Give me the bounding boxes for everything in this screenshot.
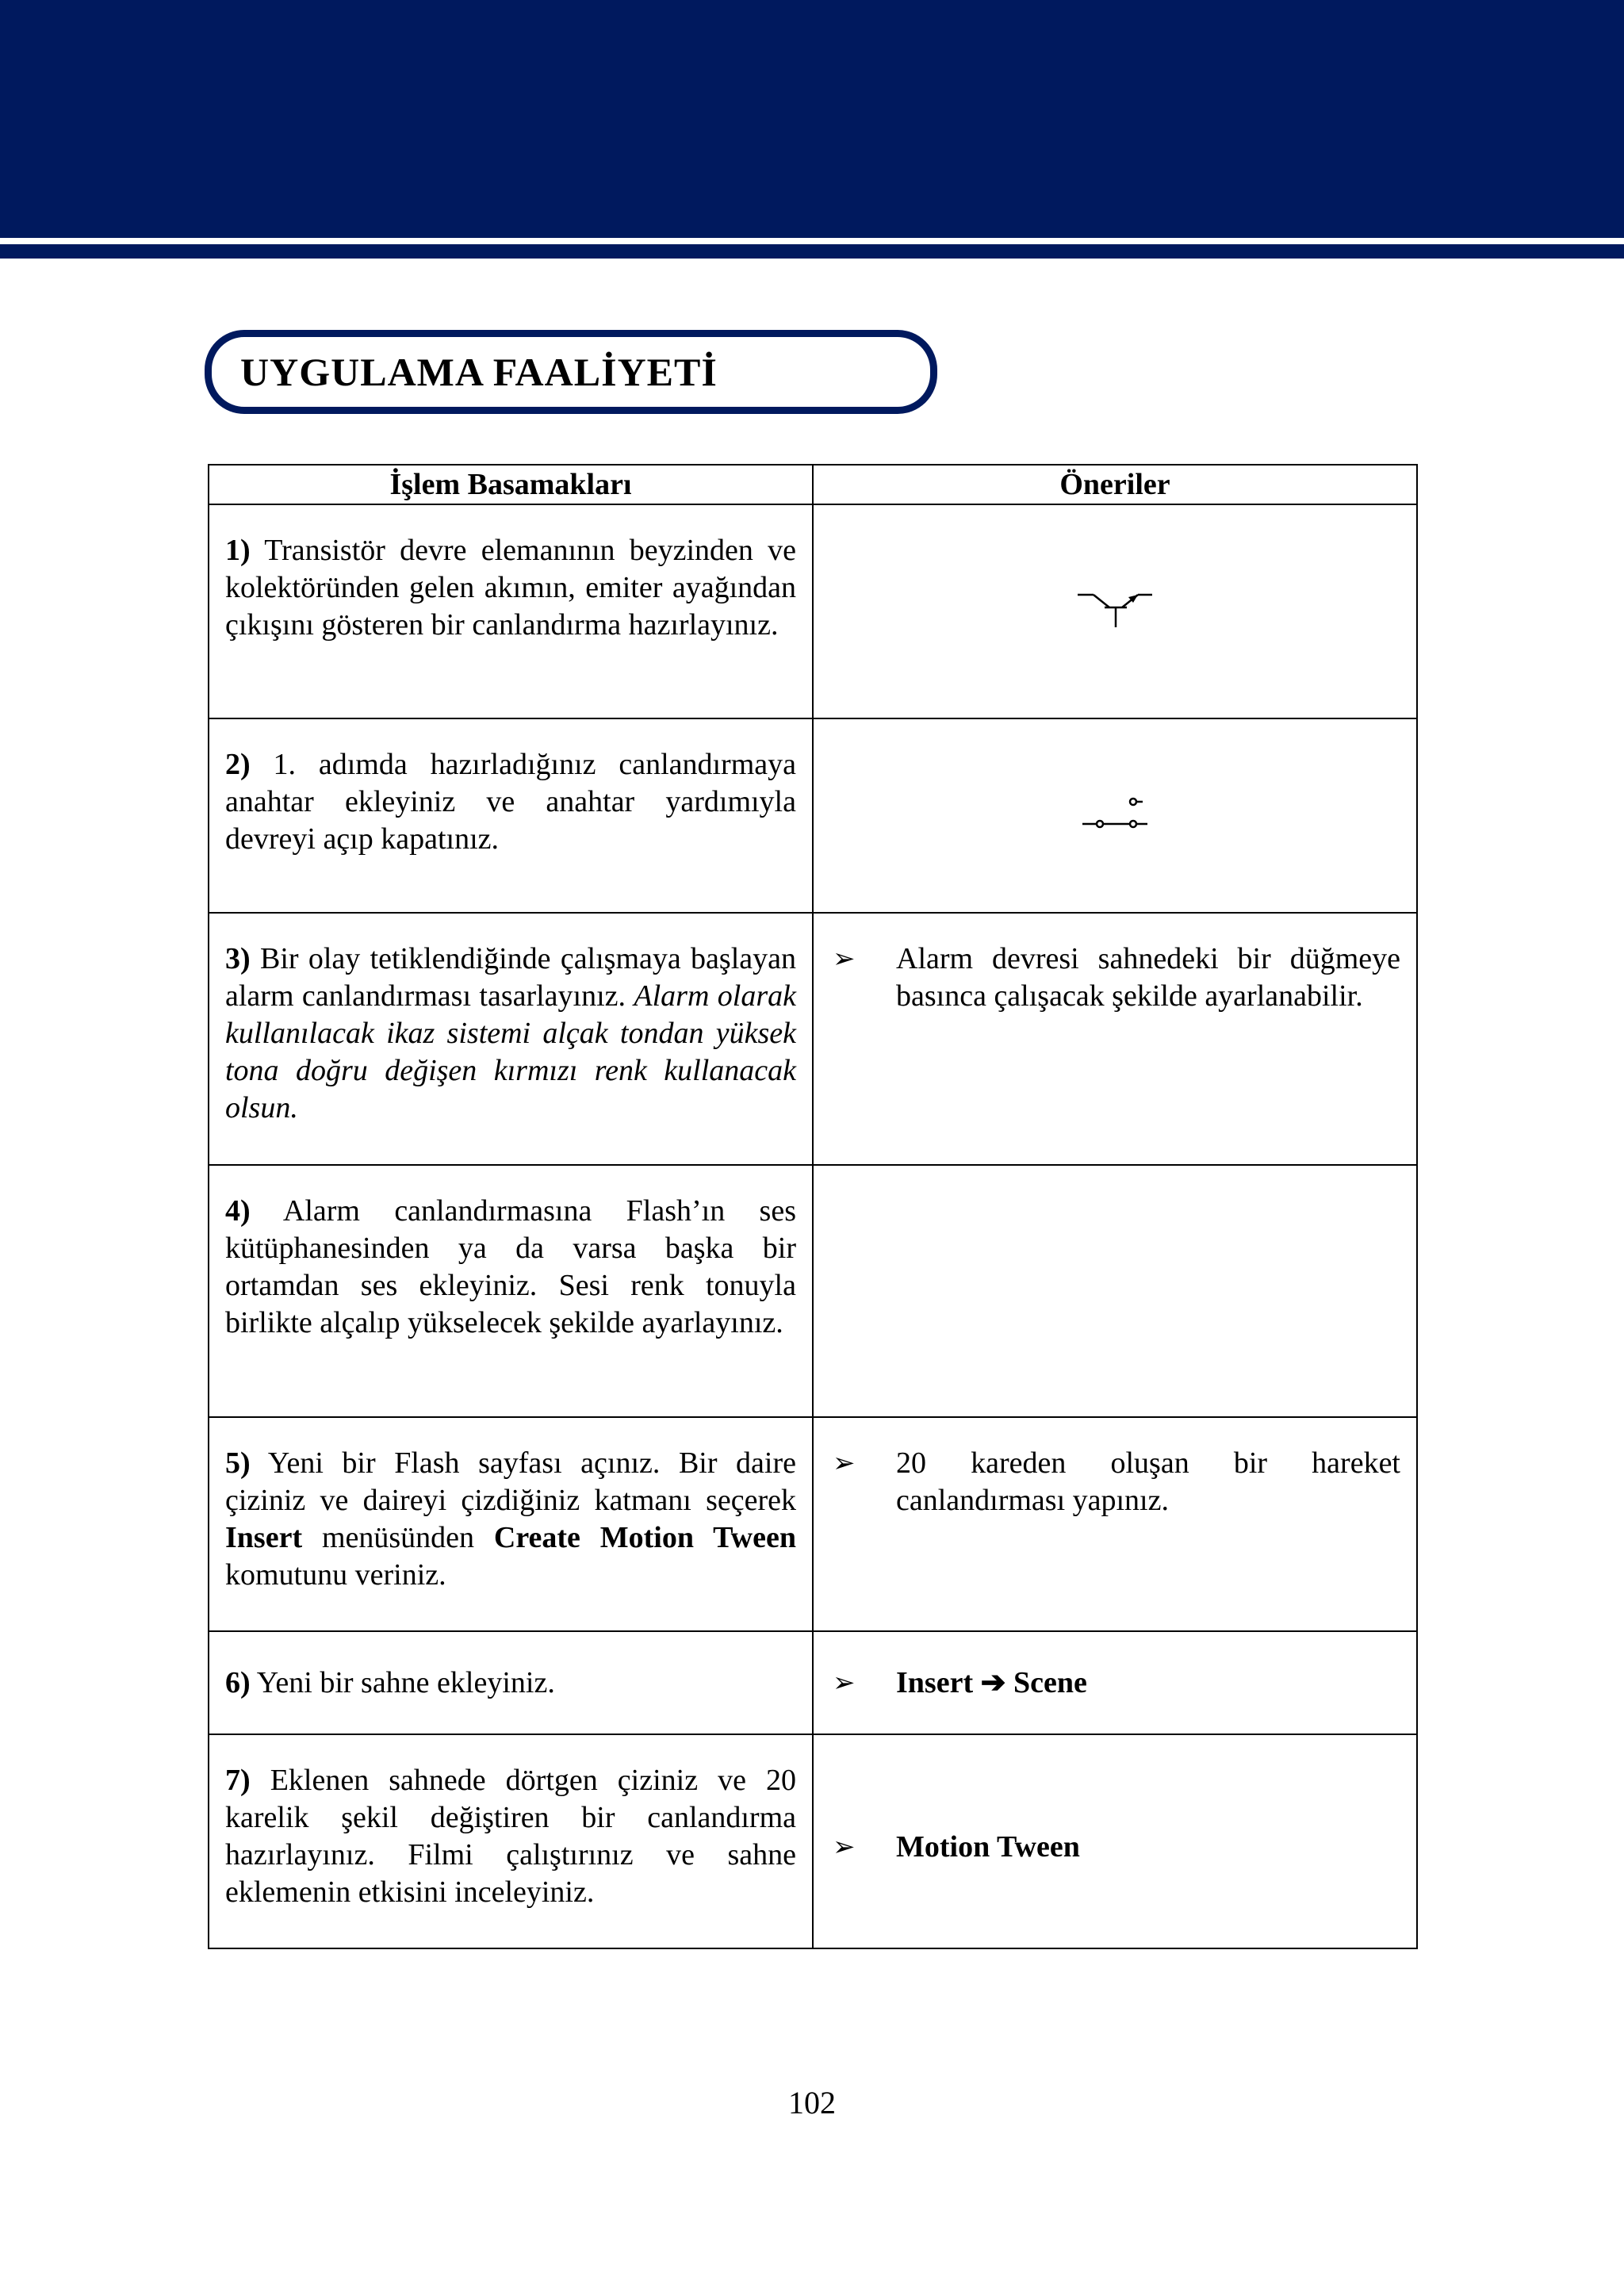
header-divider-blue [0,244,1624,259]
step-text: Transistör devre elemanının beyzinden ve kolektöründen gelen akımın, emiter ayağından çıkışını gösteren bir canlandırma hazırlayınız. [225,534,796,642]
step-number: 2) [225,748,251,781]
suggestion-text: Motion Tween [896,1829,1080,1864]
step-cell [209,1734,813,1948]
table-header-row [209,465,1417,504]
arrow-bullet-icon: ➢ [833,1832,856,1862]
step-text: Eklenen sahnede dörtgen çiziniz ve 20 karelik şekil değiştiren bir canlandırma hazırlayınız. Filmi çalıştırınız ve sahne eklemenin etkisini inceleyiniz. [225,1764,797,1909]
step-number: 6) [225,1665,251,1699]
step-cell [209,1165,813,1417]
table-row [209,1417,1417,1631]
step-number: 3) [225,942,251,975]
step-text: komutunu veriniz. [225,1558,446,1592]
table-row [209,504,1417,718]
header-oneriler: Öneriler [813,465,1417,504]
header-divider-white [0,238,1624,244]
suggestion-cell [813,913,1417,1165]
suggestion-text: 20 kareden oluşan bir hareket canlandırması yapınız. [896,1446,1400,1517]
section-title-text: UYGULAMA FAALİYETİ [240,350,718,394]
suggestion-insert: Insert [896,1665,974,1699]
step-cell [209,1631,813,1734]
suggestion-cell [813,1165,1417,1417]
right-arrow-icon: ➔ [980,1665,1006,1699]
suggestion-scene: Scene [1013,1665,1087,1699]
step-cell [209,504,813,718]
table-row [209,1631,1417,1734]
step-cell [209,913,813,1165]
step-text: Bir olay tetiklendiğinde çalışmaya başlayan alarm canlandırması tasarlayınız. [225,942,797,1013]
suggestion-cell [813,1631,1417,1734]
page-number: 102 [788,2085,836,2121]
step-number: 5) [225,1446,251,1480]
steps-table [208,464,1418,1949]
step-number: 1) [225,534,251,567]
header-islem-basamaklari: İşlem Basamakları [209,465,813,504]
step-text-bold: Insert [225,1521,303,1554]
suggestion-cell [813,504,1417,718]
step-number: 4) [225,1194,251,1228]
step-cell [209,718,813,913]
table-row [209,913,1417,1165]
arrow-bullet-icon: ➢ [833,1449,856,1478]
suggestion-cell [813,718,1417,913]
table-row [209,1165,1417,1417]
step-cell [209,1417,813,1631]
step-text: menüsünden [321,1521,475,1554]
table-row [209,718,1417,913]
suggestion-cell [813,1417,1417,1631]
switch-symbol-icon [1079,792,1151,840]
transistor-symbol-icon [1071,584,1159,639]
section-title [205,330,937,414]
step-number: 7) [225,1764,251,1797]
step-text: Alarm canlandırmasına Flash’ın ses kütüphanesinden ya da varsa başka bir ortamdan ses ekleyiniz. Sesi renk tonuyla birlikte alçalıp yükselecek şekilde ayarlayınız. [225,1194,796,1339]
step-text: Yeni bir sahne ekleyiniz. [256,1665,555,1699]
arrow-bullet-icon: ➢ [833,944,856,974]
header-band [0,0,1624,238]
step-text: 1. adımda hazırladığınız canlandırmaya anahtar ekleyiniz ve anahtar yardımıyla devreyi açıp kapatınız. [225,748,796,856]
step-text: Yeni bir Flash sayfası açınız. Bir daire çiziniz ve daireyi çizdiğiniz katmanı seçerek [225,1446,797,1517]
suggestion-cell [813,1734,1417,1948]
suggestion-text: Alarm devresi sahnedeki bir düğmeye basınca çalışacak şekilde ayarlanabilir. [896,942,1400,1013]
arrow-bullet-icon: ➢ [833,1668,856,1698]
step-text-bold: Create Motion Tween [493,1521,796,1554]
step-text-italic: Alarm olarak kullanılacak ikaz sistemi alçak tondan yüksek tona doğru değişen kırmızı renk kullanacak olsun. [225,979,796,1124]
table-row [209,1734,1417,1948]
